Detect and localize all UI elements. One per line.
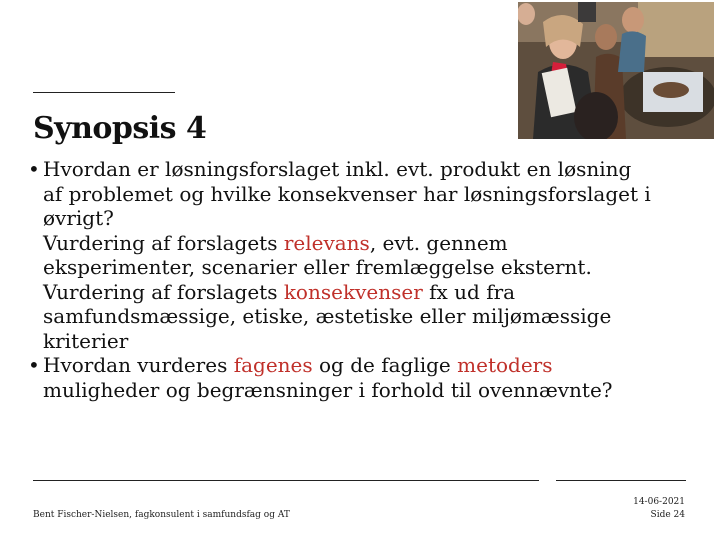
bullet-text: , evt. gennem <box>369 230 508 255</box>
bullet-text: samfundsmæssige, etiske, æstetiske eller miljømæssige <box>43 304 612 328</box>
footer-date: 14-06-2021 <box>633 497 685 507</box>
bullet-text: øvrigt? <box>43 206 114 230</box>
bullet-text: fx ud fra <box>422 279 516 304</box>
bullet-text: Vurdering af forslagets <box>43 279 284 304</box>
bullet-line <box>28 157 688 182</box>
footer-divider-long <box>33 480 539 481</box>
bullet-text: kriterier <box>43 328 129 353</box>
bullet-line <box>28 378 688 403</box>
bullet-marker: • <box>28 353 40 377</box>
emphasis-text: relevans <box>283 230 370 255</box>
footer-author: Bent Fischer-Nielsen, fagkonsulent i samfundsfag og AT <box>33 510 290 520</box>
emphasis-text: konsekvenser <box>283 279 423 304</box>
bullet-text: og de faglige <box>312 353 458 377</box>
bullet-line <box>28 304 688 329</box>
classroom-photo <box>518 2 714 139</box>
footer-meta <box>633 496 685 522</box>
slide-title: Synopsis 4 <box>33 111 207 146</box>
bullet-text: Hvordan er løsningsforslaget inkl. evt. produkt en løsning <box>43 157 632 181</box>
bullet-line <box>28 329 688 354</box>
bullet-text: muligheder og begrænsninger i forhold til ovennævnte? <box>43 377 613 402</box>
bullet-list <box>28 157 688 402</box>
emphasis-text: fagenes <box>233 353 313 377</box>
bullet-line <box>28 280 688 305</box>
bullet-text: eksperimenter, scenarier eller fremlæggelse eksternt. <box>43 255 592 279</box>
bullet-line <box>28 255 688 280</box>
bullet-line <box>28 231 688 256</box>
bullet-marker: • <box>28 157 40 181</box>
footer-divider-short <box>556 480 686 481</box>
bullet-line <box>28 182 688 207</box>
bullet-text: af problemet og hvilke konsekvenser har løsningsforslaget i <box>43 181 651 206</box>
top-divider <box>33 92 175 93</box>
bullet-line <box>28 206 688 231</box>
footer-page-number: Side 24 <box>650 510 685 520</box>
bullet-text: Vurdering af forslagets <box>43 230 284 255</box>
emphasis-text: metoders <box>457 353 553 377</box>
bullet-line <box>28 353 688 378</box>
bullet-text: Hvordan vurderes <box>43 353 234 377</box>
